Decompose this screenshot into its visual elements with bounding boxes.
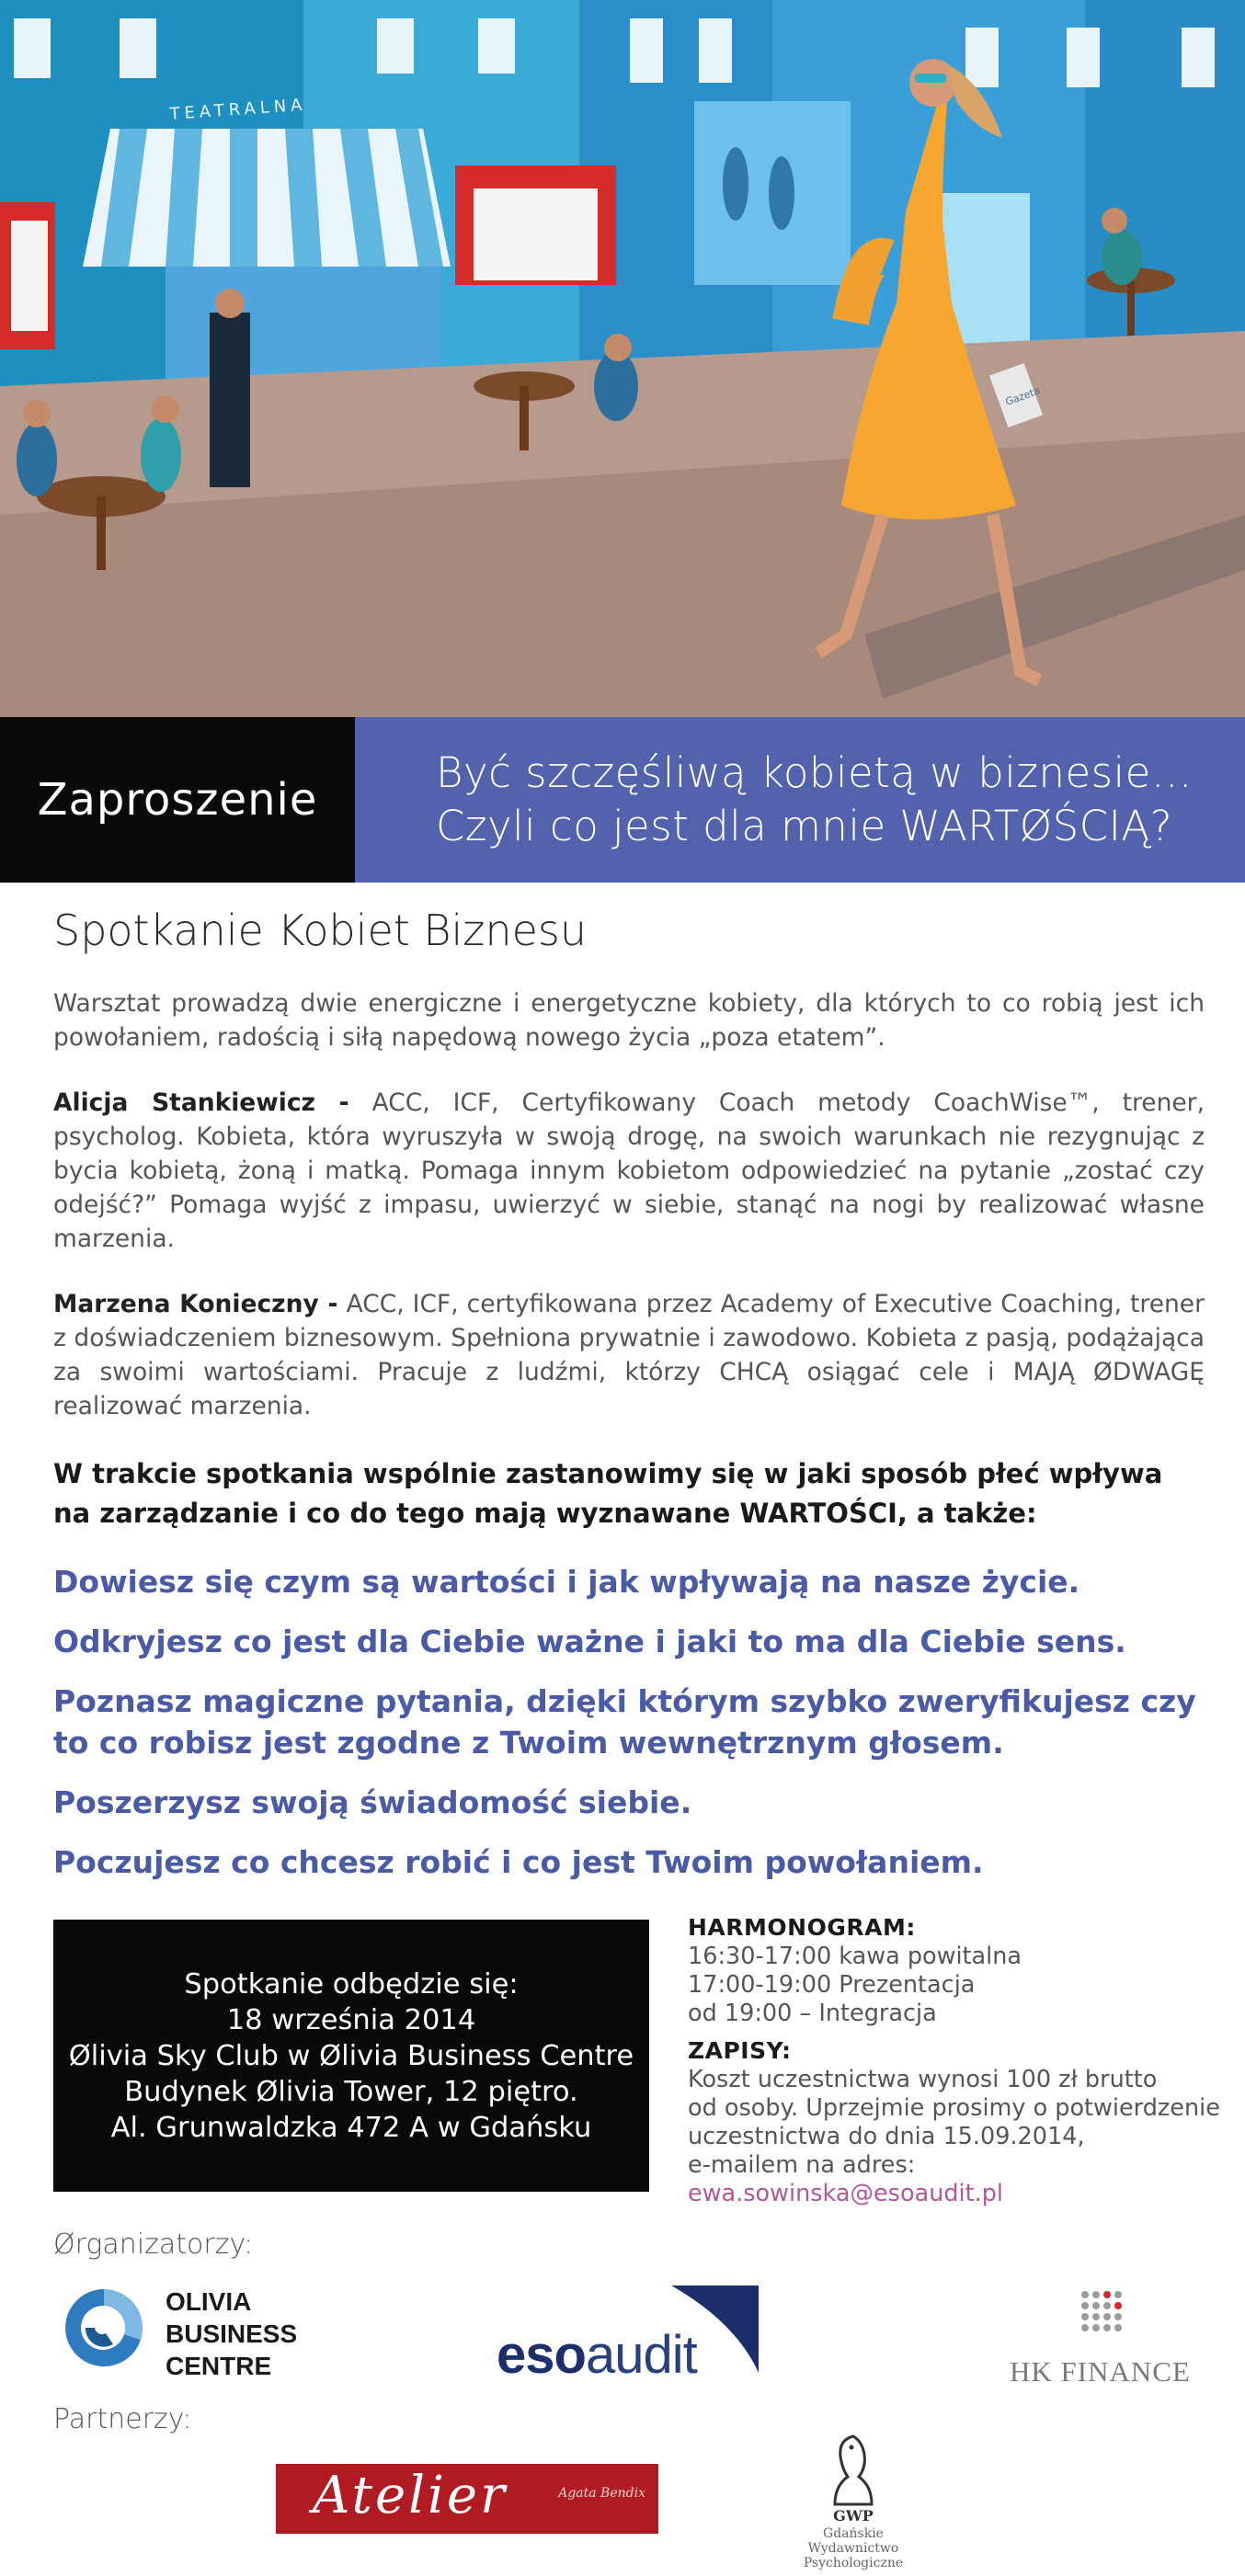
signup-email-line: [688, 2151, 1221, 2208]
gwp-caption: Gdańskie Wydawnictwo Psychologiczne: [803, 2526, 904, 2570]
event-details-box: [53, 1920, 649, 2192]
lead-paragraph: W trakcie spotkania wspólnie zastanowimy się w jaki sposób płeć wpływa na zarządzanie i co do tego mają wyznawane WARTOŚCI, a także:: [53, 1458, 1163, 1529]
hk-dots-icon: [1076, 2285, 1149, 2350]
invitation-label: Zaproszenie: [37, 774, 318, 826]
headline-line-2: Czyli co jest dla mnie WARTØŚCIĄ?: [436, 802, 1173, 850]
invitation-band: [0, 717, 1245, 883]
partners-label: Partnerzy:: [53, 2403, 192, 2435]
event-building: Budynek Ølivia Tower, 12 piętro.: [124, 2075, 578, 2108]
gwp-logo: [780, 2431, 927, 2569]
signup-line: Koszt uczestnictwa wynosi 100 zł brutto: [688, 2066, 1158, 2093]
esoaudit-logo: [497, 2285, 763, 2387]
speaker-1-name: Alicja Stankiewicz -: [53, 1089, 349, 1117]
esoaudit-text-light: audit: [585, 2325, 697, 2385]
signup-line: od osoby. Uprzejmie prosimy o potwierdzenie: [688, 2094, 1220, 2122]
event-venue: Ølivia Sky Club w Ølivia Business Centre: [68, 2039, 634, 2072]
olivia-logo-text: OLIVIA BUSINESS CENTRE: [166, 2287, 298, 2380]
signup-title: ZAPISY:: [688, 2037, 792, 2064]
email-prefix: e-mailem na adres:: [688, 2151, 916, 2179]
atelier-logo-signature: Agata Bendix: [558, 2486, 645, 2501]
hk-finance-logo: [1002, 2285, 1214, 2387]
benefit-item: Dowiesz się czym są wartości i jak wpływają na nasze życie.: [53, 1564, 1080, 1600]
main-content: [53, 906, 1205, 1901]
gwp-mark: GWP: [833, 2507, 874, 2525]
headline-line-1: Być szczęśliwą kobietą w biznesie…: [436, 748, 1194, 797]
speaker-2-bio: [53, 1287, 1205, 1423]
email-link[interactable]: ewa.sowinska@esoaudit.pl: [688, 2180, 1004, 2207]
intro-paragraph: Warsztat prowadzą dwie energiczne i energetyczne kobiety, dla których to co robią jest ich powołaniem, radością i siłą napędową nowego życia „poza etatem”.: [53, 989, 1205, 1052]
speaker-2-text: ACC, ICF, certyfikowana przez Academy of Executive Coaching, trener z doświadczeniem biznesowym. Spełniona prywatnie i zawodowo. Kobieta z pasją, podążająca za swoimi wartościami. Pracuje z ludźmi, którzy CHCĄ osiągać cele i MAJĄ ØDWAGĘ realizować marzenia.: [53, 1290, 1205, 1420]
speaker-1-bio: [53, 1086, 1205, 1256]
signup-line: uczestnictwa do dnia 15.09.2014,: [688, 2123, 1085, 2150]
schedule-item: od 19:00 – Integracja: [688, 2000, 937, 2027]
hk-finance-text: HK FINANCE: [1010, 2355, 1191, 2388]
schedule-panel: [688, 1914, 1221, 2208]
event-address: Al. Grunwaldzka 472 A w Gdańsku: [110, 2111, 592, 2144]
newspaper-text: Gazeta: [1003, 384, 1042, 408]
atelier-logo: [276, 2464, 658, 2534]
event-date: 18 września 2014: [226, 2003, 476, 2036]
organizers-label: Ørganizatorzy:: [53, 2228, 254, 2261]
benefits-list: [53, 1561, 1205, 1883]
gwp-bird-icon: [780, 2431, 927, 2526]
schedule-title: HARMONOGRAM:: [688, 1914, 916, 1941]
schedule-item: 16:30-17:00 kawa powitalna: [688, 1943, 1022, 1970]
atelier-logo-text: Atelier: [313, 2466, 508, 2525]
olivia-business-centre-logo: [53, 2282, 320, 2383]
olivia-swirl-icon: [53, 2282, 154, 2374]
esoaudit-text-bold: eso: [497, 2325, 586, 2385]
schedule-item: 17:00-19:00 Prezentacja: [688, 1971, 976, 1999]
street-scene-illustration: [0, 0, 1245, 717]
benefit-item: Poszerzysz swoją świadomość siebie.: [53, 1784, 692, 1820]
hero-painting: [0, 0, 1245, 717]
benefit-item: Poznasz magiczne pytania, dzięki którym szybko zweryfikujesz czy to co robisz jest zgodne z Twoim wewnętrznym głosem.: [53, 1683, 1196, 1761]
benefit-item: Poczujesz co chcesz robić i co jest Twoim powołaniem.: [53, 1844, 984, 1880]
speaker-2-name: Marzena Konieczny -: [53, 1290, 338, 1318]
speaker-1-text: ACC, ICF, Certyfikowany Coach metody CoachWise™, trener, psycholog. Kobieta, która wyruszyła w swoją drogę, na swoich warunkach nie rezygnując z bycia kobietą, żoną i matką. Pomaga innym kobietom odpowiedzieć na pytanie „zostać czy odejść?” Pomaga wyjść z impasu, uwierzyć w siebie, stanąć na nogi by realizować własne marzenia.: [53, 1089, 1205, 1253]
sign-text: TEATRALNA: [168, 95, 308, 124]
invitation-label-box: [0, 717, 355, 883]
benefit-item: Odkryjesz co jest dla Ciebie ważne i jaki to ma dla Ciebie sens.: [53, 1624, 1126, 1659]
headline-box: [355, 717, 1245, 883]
section-title: Spotkanie Kobiet Biznesu: [53, 906, 588, 955]
event-intro: Spotkanie odbędzie się:: [184, 1967, 519, 2000]
